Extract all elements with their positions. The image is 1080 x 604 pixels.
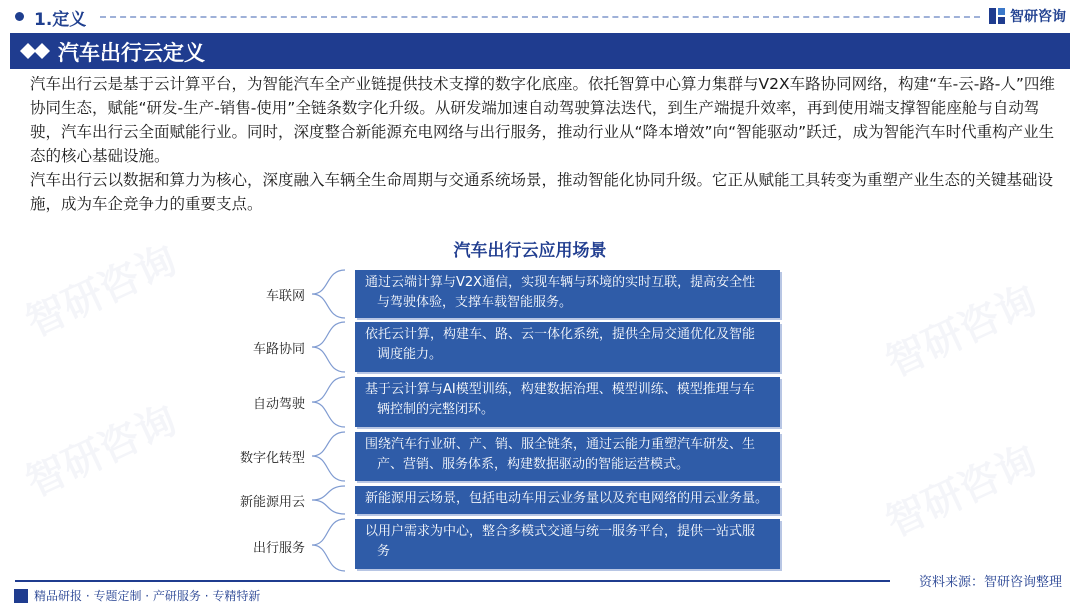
- footer-tagline: 精品研报 · 专题定制 · 产研服务 · 专精特新: [34, 589, 261, 603]
- scenario-label: 新能源用云: [239, 495, 305, 510]
- scenario-text: 产、营销、服务体系，构建数据驱动的智能运营模式。: [377, 457, 690, 472]
- watermark: 智研咨询: [879, 437, 1044, 547]
- section-title: 1.定义: [34, 10, 87, 30]
- diagram-title: 汽车出行云应用场景: [453, 241, 607, 261]
- scenario-text: 基于云计算与AI模型训练，构建数据治理、模型训练、模型推理与车: [365, 382, 755, 397]
- scenario-text: 通过云端计算与V2X通信，实现车辆与环境的实时互联，提高安全性: [365, 275, 756, 290]
- paragraph: 汽车出行云以数据和算力为核心，深度融入车辆全生命周期与交通系统场景，推动智能化协同升级。它正从赋能工具转变为重塑产业生态的关键基础设施，成为车企竞争力的重要支点。: [30, 171, 1054, 213]
- source-note: 资料来源：智研咨询整理: [918, 575, 1062, 590]
- scenario-text: 与驾驶体验，支撑车载智能服务。: [377, 295, 573, 310]
- scenario-text: 以用户需求为中心，整合多模式交通与统一服务平台，提供一站式服: [365, 524, 756, 539]
- scenario-box: [355, 322, 780, 372]
- footer-logo-icon: [14, 589, 28, 603]
- scenario-label: 车联网: [265, 289, 305, 304]
- scenario-label: 数字化转型: [239, 451, 305, 466]
- scenario-label: 自动驾驶: [252, 397, 305, 412]
- scenario-box: [355, 486, 780, 514]
- scenario-box: [355, 519, 780, 569]
- scenario-box: [355, 377, 780, 427]
- watermark: 智研咨询: [879, 277, 1044, 387]
- scenario-text: 辆控制的完整闭环。: [377, 402, 495, 417]
- page-title: 汽车出行云定义: [58, 41, 205, 65]
- scenario-label: 车路协同: [252, 342, 305, 357]
- scenario-text: 调度能力。: [377, 347, 443, 362]
- scenario-text: 务: [377, 544, 391, 559]
- footer-divider: [15, 580, 890, 582]
- scenario-box: [355, 432, 780, 481]
- scenario-text: 依托云计算，构建车、路、云一体化系统，提供全局交通优化及智能: [365, 327, 756, 342]
- scenario-text: 围绕汽车行业研、产、销、服全链条，通过云能力重塑汽车研发、生: [365, 437, 756, 452]
- scenario-label: 出行服务: [252, 541, 305, 556]
- footer: [14, 587, 260, 604]
- watermark: 智研咨询: [19, 237, 184, 347]
- logo-text: 智研咨询: [1010, 9, 1066, 25]
- scenario-text: 新能源用云场景，包括电动车用云业务量以及充电网络的用云业务量。: [365, 491, 769, 506]
- watermark: 智研咨询: [19, 397, 184, 507]
- paragraph: 汽车出行云是基于云计算平台，为智能汽车全产业链提供技术支撑的数字化底座。依托智算中心算力集群与V2X车路协同网络，构建“车-云-路-人”四维协同生态，赋能“研发-生产-销售-使用”全链条数字化升级。从研发端加速自动驾驶算法迭代，到生产端提升效率，再到使用端支撑智能座舱与自动驾驶，汽车出行云全面赋能行业。同时，深度整合新能源充电网络与出行服务，推动行业从“降本增效”向“智能驱动”跃迁，成为智能汽车时代重构产业生态的核心基础设施。: [30, 75, 1055, 165]
- scenario-box: [355, 270, 780, 318]
